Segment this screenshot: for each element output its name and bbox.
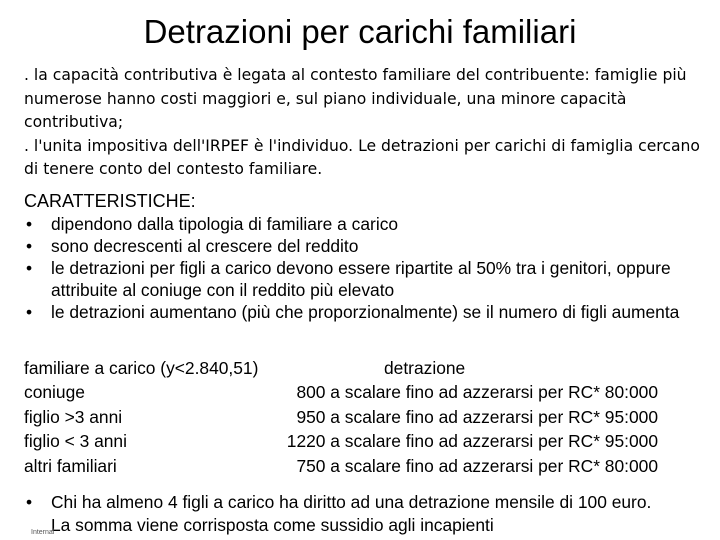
list-item [24,301,684,323]
bullet-icon: • [26,492,33,512]
intro-text [24,64,700,182]
table-row [24,380,658,404]
list-item [24,235,684,257]
deduction-cell: 750 a scalare fino ad azzerarsi per RC* 80:000 [296,455,658,476]
list-item [24,257,684,301]
list-item-text: le detrazioni per figli a carico devono essere ripartite al 50% tra i genitori, oppure attribuite al coniuge con il reddito più elevato [51,258,671,300]
dependent-cell: figlio < 3 anni [24,431,127,452]
characteristics-list [24,213,684,323]
bullet-icon: • [26,258,33,278]
table-row [24,454,658,478]
list-item-text: sono decrescenti al crescere del reddito [51,236,359,256]
intro-paragraph-1: . la capacità contributiva è legata al contesto familiare del contribuente: famiglie più numerose hanno costi maggiori e, sul piano individuale, una minore capacità contributiva; [24,66,687,131]
header-deduction: detrazione [384,358,466,378]
dependent-cell: altri familiari [24,455,117,476]
deduction-cell: 1220 a scalare fino ad azzerarsi per RC* 95:000 [286,431,658,452]
list-item-text: le detrazioni aumentano (più che proporzionalmente) se il numero di figli aumenta [51,302,680,322]
list-item-text: dipendono dalla tipologia di familiare a carico [51,214,399,234]
table-row [24,405,658,429]
bullet-icon: • [26,236,33,256]
bullet-icon: • [26,302,33,322]
footer-note [24,491,664,537]
bullet-icon: • [26,214,33,234]
slide-title: Detrazioni per carichi familiari [143,13,577,50]
classification-label: Internal [31,529,55,536]
dependent-cell: figlio >3 anni [24,406,123,427]
deduction-cell: 800 a scalare fino ad azzerarsi per RC* 80:000 [296,382,658,403]
intro-paragraph-2: . l'unita impositiva dell'IRPEF è l'individuo. Le detrazioni per carichi di famiglia cercano di tenere conto del contesto familiare. [24,136,700,178]
header-dependent: familiare a carico (y<2.840,51) [24,358,259,378]
table-header-row [24,356,658,380]
footer-note-text: Chi ha almeno 4 figli a carico ha diritto ad una detrazione mensile di 100 euro. La somma viene corrisposta come sussidio agli incapienti [51,492,652,535]
table-row [24,429,658,453]
list-item [24,213,684,235]
characteristics-heading: CARATTERISTICHE: [24,191,196,211]
dependent-cell: coniuge [24,382,85,403]
deductions-table [24,356,658,478]
deduction-cell: 950 a scalare fino ad azzerarsi per RC* 95:000 [296,406,658,427]
